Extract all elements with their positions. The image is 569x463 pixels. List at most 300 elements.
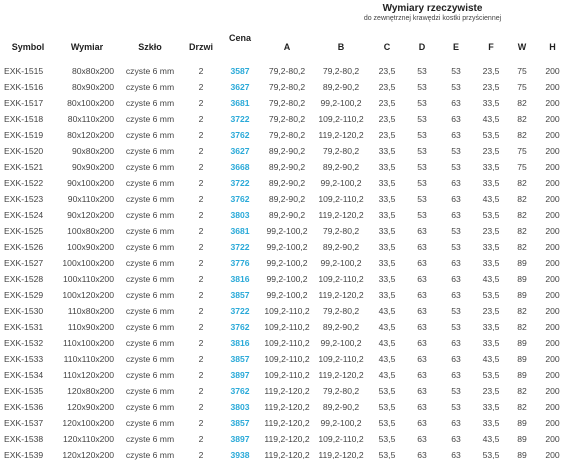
cell-h: 200 xyxy=(545,450,560,460)
cell-symbol: EXK-1532 xyxy=(4,338,44,348)
cell-e: 53 xyxy=(451,306,461,316)
cell-wymiar: 120x90x200 xyxy=(67,402,114,412)
cell-h: 200 xyxy=(545,66,560,76)
cell-h: 200 xyxy=(545,178,560,188)
cell-c: 43,5 xyxy=(378,306,396,316)
cell-e: 53 xyxy=(451,242,461,252)
cell-symbol: EXK-1528 xyxy=(4,274,44,284)
cell-e: 53 xyxy=(451,66,461,76)
table-row xyxy=(0,159,569,175)
cell-cena: 3722 xyxy=(230,114,250,124)
cell-b: 79,2-80,2 xyxy=(322,66,360,76)
cell-a: 119,2-120,2 xyxy=(264,402,310,412)
cell-cena: 3762 xyxy=(230,194,250,204)
cell-f: 23,5 xyxy=(482,146,500,156)
cell-symbol: EXK-1523 xyxy=(4,194,44,204)
cell-cena: 3722 xyxy=(230,306,250,316)
cell-e: 63 xyxy=(451,98,461,108)
table-row xyxy=(0,63,569,79)
cell-w: 89 xyxy=(517,258,527,268)
cell-f: 33,5 xyxy=(482,338,500,348)
cell-w: 75 xyxy=(517,162,527,172)
cell-cena: 3803 xyxy=(230,402,250,412)
cell-cena: 3627 xyxy=(230,146,250,156)
cell-h: 200 xyxy=(545,82,560,92)
cell-f: 33,5 xyxy=(482,242,500,252)
cell-symbol: EXK-1529 xyxy=(4,290,44,300)
cell-e: 63 xyxy=(451,274,461,284)
cell-e: 63 xyxy=(451,418,461,428)
cell-w: 89 xyxy=(517,418,527,428)
cell-a: 89,2-90,2 xyxy=(268,162,306,172)
cell-c: 33,5 xyxy=(378,290,396,300)
cell-drzwi: 2 xyxy=(198,194,204,204)
cell-b: 109,2-110,2 xyxy=(318,354,364,364)
cell-c: 33,5 xyxy=(378,242,396,252)
cell-szklo: czyste 6 mm xyxy=(125,194,175,204)
cell-cena: 3938 xyxy=(230,450,250,460)
col-header-w: W xyxy=(517,41,527,52)
cell-h: 200 xyxy=(545,194,560,204)
cell-wymiar: 120x110x200 xyxy=(63,434,114,444)
cell-c: 53,5 xyxy=(378,402,396,412)
cell-d: 63 xyxy=(417,450,427,460)
col-header-drzwi: Drzwi xyxy=(188,41,213,52)
cell-w: 75 xyxy=(517,82,527,92)
cell-drzwi: 2 xyxy=(198,354,204,364)
cell-a: 79,2-80,2 xyxy=(268,130,306,140)
cell-symbol: EXK-1536 xyxy=(4,402,44,412)
cell-cena: 3816 xyxy=(230,338,250,348)
cell-cena: 3803 xyxy=(230,210,250,220)
cell-symbol: EXK-1522 xyxy=(4,178,44,188)
cell-szklo: czyste 6 mm xyxy=(125,274,175,284)
cell-c: 23,5 xyxy=(378,66,396,76)
cell-symbol: EXK-1533 xyxy=(4,354,44,364)
cell-e: 53 xyxy=(451,322,461,332)
cell-h: 200 xyxy=(545,258,560,268)
cell-e: 63 xyxy=(451,258,461,268)
col-header-f: F xyxy=(488,41,494,52)
cell-wymiar: 110x100x200 xyxy=(63,338,114,348)
cell-w: 82 xyxy=(517,114,527,124)
col-header-wymiar: Wymiar xyxy=(70,41,104,52)
cell-wymiar: 110x80x200 xyxy=(67,306,114,316)
cell-e: 63 xyxy=(451,178,461,188)
cell-szklo: czyste 6 mm xyxy=(125,354,175,364)
cell-szklo: czyste 6 mm xyxy=(125,242,175,252)
cell-b: 79,2-80,2 xyxy=(322,146,360,156)
cell-w: 89 xyxy=(517,450,527,460)
cell-a: 99,2-100,2 xyxy=(266,290,308,300)
cell-a: 79,2-80,2 xyxy=(268,114,306,124)
col-header-a: A xyxy=(283,41,291,52)
cell-d: 63 xyxy=(417,370,427,380)
cell-d: 63 xyxy=(417,226,427,236)
cell-e: 53 xyxy=(451,386,461,396)
cell-drzwi: 2 xyxy=(198,290,204,300)
cell-w: 75 xyxy=(517,66,527,76)
cell-d: 53 xyxy=(417,162,427,172)
cell-c: 43,5 xyxy=(378,322,396,332)
cell-h: 200 xyxy=(545,242,560,252)
table-body xyxy=(0,63,569,463)
cell-h: 200 xyxy=(545,402,560,412)
cell-w: 82 xyxy=(517,322,527,332)
cell-w: 89 xyxy=(517,274,527,284)
cell-b: 119,2-120,2 xyxy=(318,210,364,220)
cell-e: 63 xyxy=(451,114,461,124)
cell-w: 82 xyxy=(517,386,527,396)
cell-h: 200 xyxy=(545,306,560,316)
cell-wymiar: 90x100x200 xyxy=(67,178,114,188)
cell-cena: 3897 xyxy=(230,370,250,380)
cell-drzwi: 2 xyxy=(198,370,204,380)
cell-szklo: czyste 6 mm xyxy=(125,162,175,172)
cell-w: 82 xyxy=(517,402,527,412)
cell-szklo: czyste 6 mm xyxy=(125,114,175,124)
cell-e: 63 xyxy=(451,210,461,220)
cell-b: 119,2-120,2 xyxy=(318,370,364,380)
table-row xyxy=(0,111,569,127)
cell-f: 33,5 xyxy=(482,178,500,188)
cell-drzwi: 2 xyxy=(198,178,204,188)
cell-symbol: EXK-1518 xyxy=(4,114,44,124)
cell-wymiar: 100x80x200 xyxy=(67,226,114,236)
cell-f: 23,5 xyxy=(482,82,500,92)
cell-b: 89,2-90,2 xyxy=(322,402,360,412)
cell-c: 33,5 xyxy=(378,210,396,220)
cell-e: 53 xyxy=(451,82,461,92)
cell-h: 200 xyxy=(545,418,560,428)
cell-d: 63 xyxy=(417,354,427,364)
cell-szklo: czyste 6 mm xyxy=(125,82,175,92)
cell-d: 63 xyxy=(417,242,427,252)
table-row xyxy=(0,175,569,191)
cell-w: 82 xyxy=(517,98,527,108)
cell-szklo: czyste 6 mm xyxy=(125,338,175,348)
cell-b: 99,2-100,2 xyxy=(320,418,362,428)
cell-f: 33,5 xyxy=(482,162,500,172)
cell-szklo: czyste 6 mm xyxy=(125,322,175,332)
col-header-d: D xyxy=(418,41,426,52)
cell-cena: 3857 xyxy=(230,354,250,364)
cell-f: 23,5 xyxy=(482,226,500,236)
cell-b: 109,2-110,2 xyxy=(318,434,364,444)
table-row xyxy=(0,303,569,319)
cell-wymiar: 80x90x200 xyxy=(71,82,114,92)
cell-szklo: czyste 6 mm xyxy=(125,402,175,412)
table-row xyxy=(0,431,569,447)
cell-wymiar: 120x100x200 xyxy=(62,418,114,428)
cell-w: 82 xyxy=(517,242,527,252)
cell-d: 53 xyxy=(417,146,427,156)
cell-wymiar: 90x80x200 xyxy=(71,146,114,156)
cell-szklo: czyste 6 mm xyxy=(125,450,175,460)
cell-a: 89,2-90,2 xyxy=(268,146,306,156)
cell-c: 33,5 xyxy=(378,274,396,284)
cell-symbol: EXK-1519 xyxy=(4,130,44,140)
cell-a: 109,2-110,2 xyxy=(264,322,310,332)
cell-b: 99,2-100,2 xyxy=(320,178,362,188)
cell-a: 89,2-90,2 xyxy=(268,210,306,220)
cell-f: 53,5 xyxy=(482,370,500,380)
cell-h: 200 xyxy=(545,114,560,124)
cell-cena: 3762 xyxy=(230,386,250,396)
cell-h: 200 xyxy=(545,386,560,396)
cell-c: 53,5 xyxy=(378,434,396,444)
cell-drzwi: 2 xyxy=(198,274,204,284)
cell-c: 23,5 xyxy=(378,130,396,140)
cell-d: 63 xyxy=(417,402,427,412)
cell-e: 63 xyxy=(451,450,461,460)
cell-h: 200 xyxy=(545,274,560,284)
cell-h: 200 xyxy=(545,98,560,108)
cell-h: 200 xyxy=(545,322,560,332)
cell-szklo: czyste 6 mm xyxy=(125,66,175,76)
cell-f: 23,5 xyxy=(482,66,500,76)
cell-f: 53,5 xyxy=(482,130,500,140)
table-row xyxy=(0,415,569,431)
cell-szklo: czyste 6 mm xyxy=(125,434,175,444)
cell-w: 89 xyxy=(517,290,527,300)
dimensions-group-title: Wymiary rzeczywiste xyxy=(382,3,483,14)
table-row xyxy=(0,239,569,255)
cell-a: 99,2-100,2 xyxy=(266,274,308,284)
cell-b: 119,2-120,2 xyxy=(318,290,364,300)
cell-b: 119,2-120,2 xyxy=(318,130,364,140)
cell-c: 33,5 xyxy=(378,162,396,172)
cell-b: 99,2-100,2 xyxy=(320,258,362,268)
dimensions-group-subtitle: do zewnętrznej krawędzi kostki przyściennej xyxy=(363,15,502,22)
cell-cena: 3857 xyxy=(230,290,250,300)
cell-drzwi: 2 xyxy=(198,162,204,172)
cell-drzwi: 2 xyxy=(198,386,204,396)
table-row xyxy=(0,351,569,367)
cell-h: 200 xyxy=(545,130,560,140)
col-header-e: E xyxy=(452,41,459,52)
cell-wymiar: 80x120x200 xyxy=(67,130,114,140)
cell-a: 119,2-120,2 xyxy=(264,386,310,396)
cell-a: 109,2-110,2 xyxy=(264,338,310,348)
cell-wymiar: 120x80x200 xyxy=(67,386,114,396)
cell-a: 109,2-110,2 xyxy=(264,370,310,380)
cell-a: 99,2-100,2 xyxy=(266,226,308,236)
cell-symbol: EXK-1520 xyxy=(4,146,44,156)
cell-d: 53 xyxy=(417,194,427,204)
cell-cena: 3722 xyxy=(230,242,250,252)
cell-w: 89 xyxy=(517,354,527,364)
cell-h: 200 xyxy=(545,210,560,220)
cell-symbol: EXK-1524 xyxy=(4,210,44,220)
cell-symbol: EXK-1527 xyxy=(4,258,44,268)
cell-h: 200 xyxy=(545,290,560,300)
table-row xyxy=(0,319,569,335)
cell-a: 119,2-120,2 xyxy=(264,418,310,428)
cell-c: 33,5 xyxy=(378,178,396,188)
cell-d: 63 xyxy=(417,258,427,268)
cell-w: 89 xyxy=(517,338,527,348)
cell-szklo: czyste 6 mm xyxy=(125,418,175,428)
cell-w: 82 xyxy=(517,306,527,316)
cell-d: 63 xyxy=(417,434,427,444)
cell-szklo: czyste 6 mm xyxy=(125,98,175,108)
cell-b: 89,2-90,2 xyxy=(322,162,360,172)
cell-b: 89,2-90,2 xyxy=(322,242,360,252)
cell-d: 53 xyxy=(417,82,427,92)
cell-a: 79,2-80,2 xyxy=(268,98,306,108)
table-row xyxy=(0,255,569,271)
cell-szklo: czyste 6 mm xyxy=(125,226,175,236)
cell-b: 79,2-80,2 xyxy=(322,226,360,236)
cell-wymiar: 80x110x200 xyxy=(67,114,114,124)
cell-wymiar: 100x120x200 xyxy=(62,290,114,300)
cell-b: 99,2-100,2 xyxy=(320,98,362,108)
cell-a: 99,2-100,2 xyxy=(266,258,308,268)
cell-e: 63 xyxy=(451,290,461,300)
table-row xyxy=(0,127,569,143)
table-row xyxy=(0,95,569,111)
cell-drzwi: 2 xyxy=(198,418,204,428)
cell-f: 33,5 xyxy=(482,322,500,332)
cell-e: 63 xyxy=(451,370,461,380)
cell-szklo: czyste 6 mm xyxy=(125,146,175,156)
cell-a: 89,2-90,2 xyxy=(268,194,306,204)
cell-cena: 3627 xyxy=(230,82,250,92)
cell-wymiar: 90x120x200 xyxy=(67,210,114,220)
cell-symbol: EXK-1516 xyxy=(4,82,44,92)
cell-h: 200 xyxy=(545,146,560,156)
cell-b: 109,2-110,2 xyxy=(318,114,364,124)
cell-cena: 3816 xyxy=(230,274,250,284)
cell-symbol: EXK-1535 xyxy=(4,386,44,396)
cell-w: 82 xyxy=(517,178,527,188)
cell-w: 75 xyxy=(517,146,527,156)
cell-f: 23,5 xyxy=(482,386,500,396)
cell-a: 119,2-120,2 xyxy=(264,450,310,460)
cell-a: 109,2-110,2 xyxy=(264,306,310,316)
cell-c: 23,5 xyxy=(378,114,396,124)
cell-b: 109,2-110,2 xyxy=(318,274,364,284)
cell-szklo: czyste 6 mm xyxy=(125,178,175,188)
cell-szklo: czyste 6 mm xyxy=(125,130,175,140)
cell-symbol: EXK-1521 xyxy=(4,162,44,172)
cell-szklo: czyste 6 mm xyxy=(125,306,175,316)
cell-symbol: EXK-1525 xyxy=(4,226,44,236)
cell-cena: 3681 xyxy=(230,98,250,108)
cell-f: 43,5 xyxy=(482,114,500,124)
cell-f: 33,5 xyxy=(482,258,500,268)
cell-f: 23,5 xyxy=(482,306,500,316)
cell-h: 200 xyxy=(545,354,560,364)
cell-b: 89,2-90,2 xyxy=(322,322,360,332)
cell-b: 79,2-80,2 xyxy=(322,306,360,316)
cell-drzwi: 2 xyxy=(198,82,204,92)
cell-d: 63 xyxy=(417,290,427,300)
cell-f: 33,5 xyxy=(482,402,500,412)
cell-szklo: czyste 6 mm xyxy=(125,258,175,268)
cell-d: 63 xyxy=(417,274,427,284)
col-header-cena: Cena xyxy=(228,33,251,43)
cell-drzwi: 2 xyxy=(198,322,204,332)
cell-wymiar: 100x90x200 xyxy=(67,242,114,252)
cell-szklo: czyste 6 mm xyxy=(125,370,175,380)
table-row xyxy=(0,79,569,95)
cell-symbol: EXK-1539 xyxy=(4,450,44,460)
cell-drzwi: 2 xyxy=(198,66,204,76)
cell-e: 63 xyxy=(451,194,461,204)
cell-wymiar: 80x80x200 xyxy=(71,66,114,76)
cell-f: 53,5 xyxy=(482,450,500,460)
cell-b: 89,2-90,2 xyxy=(322,82,360,92)
cell-cena: 3587 xyxy=(230,66,250,76)
cell-cena: 3762 xyxy=(230,130,250,140)
cell-w: 89 xyxy=(517,434,527,444)
cell-w: 82 xyxy=(517,194,527,204)
cell-c: 53,5 xyxy=(378,386,396,396)
cell-d: 53 xyxy=(417,130,427,140)
cell-cena: 3762 xyxy=(230,322,250,332)
cell-a: 79,2-80,2 xyxy=(268,82,306,92)
cell-wymiar: 90x110x200 xyxy=(67,194,114,204)
cell-f: 53,5 xyxy=(482,210,500,220)
cell-drzwi: 2 xyxy=(198,242,204,252)
cell-w: 82 xyxy=(517,226,527,236)
cell-e: 63 xyxy=(451,434,461,444)
cell-symbol: EXK-1537 xyxy=(4,418,44,428)
cell-b: 99,2-100,2 xyxy=(320,338,362,348)
cell-szklo: czyste 6 mm xyxy=(125,386,175,396)
cell-b: 119,2-120,2 xyxy=(318,450,364,460)
cell-c: 43,5 xyxy=(378,354,396,364)
cell-drzwi: 2 xyxy=(198,130,204,140)
cell-cena: 3668 xyxy=(230,162,250,172)
cell-c: 33,5 xyxy=(378,226,396,236)
cell-a: 89,2-90,2 xyxy=(268,178,306,188)
cell-f: 43,5 xyxy=(482,274,500,284)
cell-wymiar: 110x110x200 xyxy=(63,354,114,364)
cell-symbol: EXK-1538 xyxy=(4,434,44,444)
table-row xyxy=(0,287,569,303)
cell-drzwi: 2 xyxy=(198,258,204,268)
cell-h: 200 xyxy=(545,338,560,348)
cell-h: 200 xyxy=(545,226,560,236)
cell-szklo: czyste 6 mm xyxy=(125,210,175,220)
table-row xyxy=(0,223,569,239)
cell-e: 53 xyxy=(451,226,461,236)
cell-wymiar: 110x120x200 xyxy=(63,370,114,380)
cell-drzwi: 2 xyxy=(198,306,204,316)
cell-d: 53 xyxy=(417,114,427,124)
cell-d: 53 xyxy=(417,178,427,188)
table-row xyxy=(0,271,569,287)
cell-symbol: EXK-1534 xyxy=(4,370,44,380)
cell-cena: 3681 xyxy=(230,226,250,236)
cell-c: 33,5 xyxy=(378,258,396,268)
table-header-row xyxy=(0,30,569,63)
cell-f: 43,5 xyxy=(482,434,500,444)
cell-e: 63 xyxy=(451,354,461,364)
cell-e: 53 xyxy=(451,162,461,172)
cell-a: 79,2-80,2 xyxy=(268,66,306,76)
cell-f: 53,5 xyxy=(482,290,500,300)
cell-a: 99,2-100,2 xyxy=(266,242,308,252)
cell-drzwi: 2 xyxy=(198,450,204,460)
cell-c: 23,5 xyxy=(378,98,396,108)
cell-e: 63 xyxy=(451,130,461,140)
col-header-c: C xyxy=(383,41,391,52)
cell-symbol: EXK-1515 xyxy=(4,66,44,76)
